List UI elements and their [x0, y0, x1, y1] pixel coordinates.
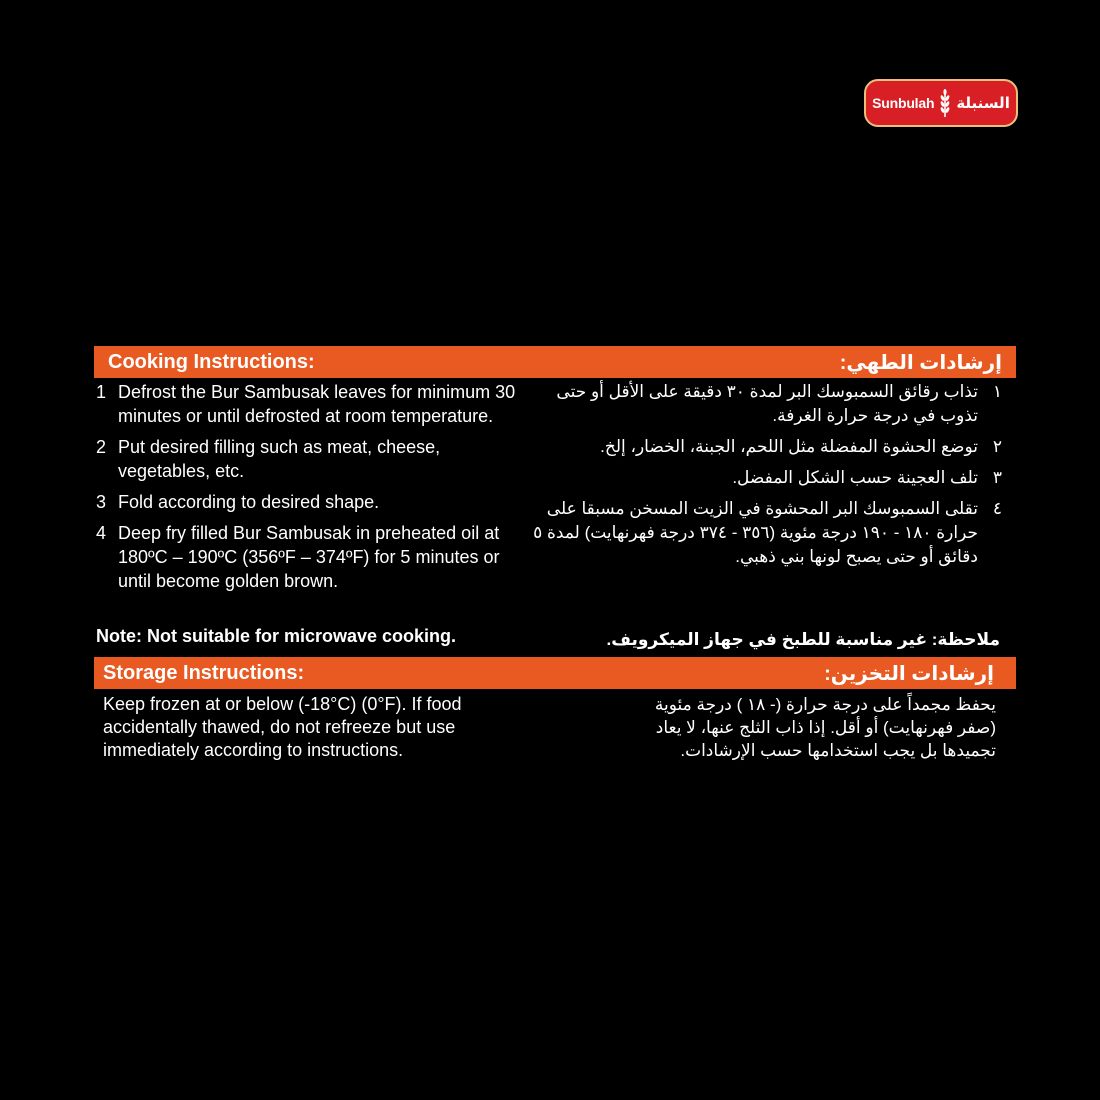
list-item	[530, 466, 1002, 490]
wheat-icon	[938, 88, 952, 118]
list-item	[96, 490, 526, 514]
list-item	[530, 497, 1002, 569]
cooking-title-en: Cooking Instructions:	[108, 350, 315, 373]
cooking-note-en: Note: Not suitable for microwave cooking.	[96, 626, 457, 646]
step-text: Defrost the Bur Sambusak leaves for minimum 30 minutes or until defrosted at room temperature.	[118, 382, 516, 426]
cooking-note-ar: ملاحظة: غير مناسبة للطبخ في جهاز الميكرويف.	[606, 630, 1000, 649]
storage-title-en: Storage Instructions:	[103, 661, 305, 684]
brand-logo	[864, 79, 1018, 127]
list-item	[530, 380, 1002, 428]
step-number: ١	[992, 382, 1002, 401]
step-number: 1	[96, 382, 107, 402]
step-number: ٢	[992, 437, 1002, 456]
step-text: Put desired filling such as meat, cheese, vegetables, etc.	[118, 437, 441, 481]
step-number: 2	[96, 437, 107, 457]
cooking-steps-ar	[530, 380, 1002, 576]
brand-name-ar: السنبلة	[956, 95, 1010, 112]
step-number: 4	[96, 523, 107, 543]
step-text: تلف العجينة حسب الشكل المفضل.	[732, 468, 978, 487]
list-item	[96, 435, 526, 483]
brand-name-en: Sunbulah	[872, 95, 935, 111]
list-item	[530, 435, 1002, 459]
storage-text-ar: يحفظ مجمداً على درجة حرارة (- ١٨ ) درجة مئوية (صفر فهرنهايت) أو أقل. إذا ذاب الثلج عنها، لا يعاد تجميدها بل يجب استخدامها حسب الإرشادات.	[654, 695, 996, 760]
list-item	[96, 521, 526, 593]
list-item	[96, 380, 526, 428]
step-text: Fold according to desired shape.	[118, 492, 380, 512]
step-number: ٤	[992, 499, 1002, 518]
step-text: تقلى السمبوسك البر المحشوة في الزيت المسخن مسبقا على حرارة ١٨٠ - ١٩٠ درجة مئوية (٣٥٦ - ٣٧٤ درجة فهرنهايت) لمدة ٥ دقائق أو حتى يصبح لونها بني ذهبي.	[533, 499, 978, 566]
storage-title-ar: إرشادات التخزين:	[824, 662, 994, 685]
cooking-instructions-header	[94, 346, 1016, 378]
cooking-steps-en	[96, 380, 526, 600]
step-number: ٣	[992, 468, 1002, 487]
step-text: Deep fry filled Bur Sambusak in preheated oil at 180ºC – 190ºC (356ºF – 374ºF) for 5 minutes or until become golden brown.	[118, 523, 500, 591]
storage-instructions-header	[94, 657, 1016, 689]
step-text: تذاب رقائق السمبوسك البر لمدة ٣٠ دقيقة على الأقل أو حتى تذوب في درجة حرارة الغرفة.	[556, 382, 978, 425]
step-number: 3	[96, 492, 107, 512]
cooking-title-ar: إرشادات الطهي:	[839, 351, 1002, 374]
storage-text-en: Keep frozen at or below (-18°C) (0°F). If food accidentally thawed, do not refreeze but use immediately according to instructions.	[103, 694, 462, 760]
step-text: توضع الحشوة المفضلة مثل اللحم، الجبنة، الخضار، إلخ.	[600, 437, 978, 456]
